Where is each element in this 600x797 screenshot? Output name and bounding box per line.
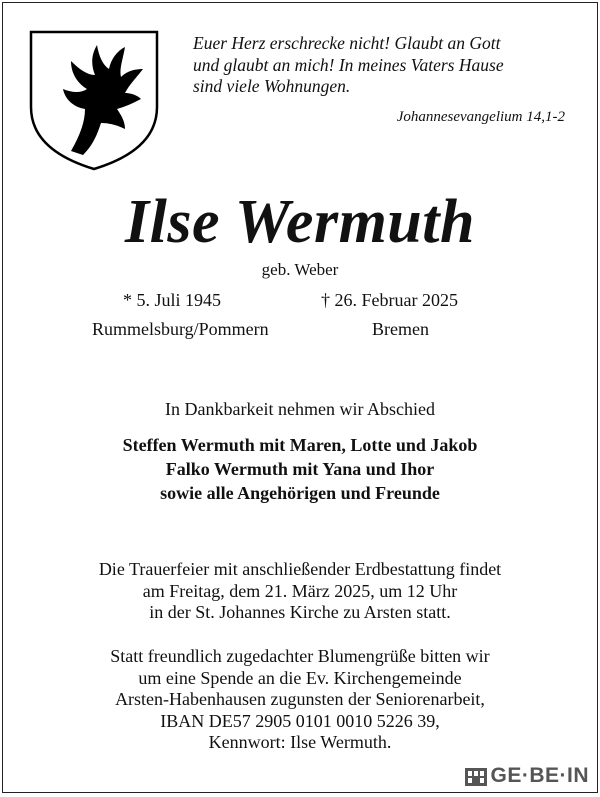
birth-place: Rummelsburg/Pommern: [92, 319, 269, 339]
verse-reference: Johannesevangelium 14,1-2: [396, 109, 565, 125]
verse-line: und glaubt an mich! In meines Vaters Hause: [193, 54, 504, 75]
birth-date: * 5. Juli 1945: [123, 290, 222, 310]
donation-line: um eine Spende an die Ev. Kirchengemeinde: [138, 667, 462, 688]
bible-verse: [193, 33, 578, 98]
funeral-line: in der St. Johannes Kirche zu Arsten statt.: [149, 602, 451, 622]
deceased-name: Ilse Wermuth: [125, 188, 475, 256]
obituary-notice: [2, 2, 598, 793]
mourner-line: Steffen Wermuth mit Maren, Lotte und Jakob: [122, 435, 478, 455]
funeral-details: [3, 559, 597, 624]
building-icon: [464, 765, 488, 787]
birth-name: geb. Weber: [261, 260, 339, 279]
publisher-logo: [464, 764, 590, 788]
verse-line: Euer Herz erschrecke nicht! Glaubt an Gott: [193, 33, 501, 53]
funeral-line: Die Trauerfeier mit anschließender Erdbestattung findet: [98, 559, 502, 579]
crest-icon: [27, 29, 161, 171]
death-date: † 26. Februar 2025: [321, 290, 458, 310]
mourners-list: [3, 433, 597, 505]
donation-line: Kennwort: Ilse Wermuth.: [208, 732, 392, 752]
funeral-line: am Freitag, dem 21. März 2025, um 12 Uhr: [142, 580, 458, 601]
mourner-line: Falko Wermuth mit Yana und Ihor: [165, 459, 435, 479]
mourner-line: sowie alle Angehörigen und Freunde: [160, 483, 440, 503]
donation-request: [3, 646, 597, 754]
verse-line: sind viele Wohnungen.: [193, 76, 351, 96]
logo-text: GE·BE·IN: [490, 764, 589, 787]
donation-line: Arsten-Habenhausen zugunsten der Seniorenarbeit,: [115, 689, 485, 709]
farewell-text: In Dankbarkeit nehmen wir Abschied: [165, 399, 435, 419]
donation-line: IBAN DE57 2905 0101 0010 5226 39,: [160, 710, 440, 731]
donation-line: Statt freundlich zugedachter Blumengrüße bitten wir: [110, 646, 490, 666]
death-place: Bremen: [372, 319, 429, 339]
